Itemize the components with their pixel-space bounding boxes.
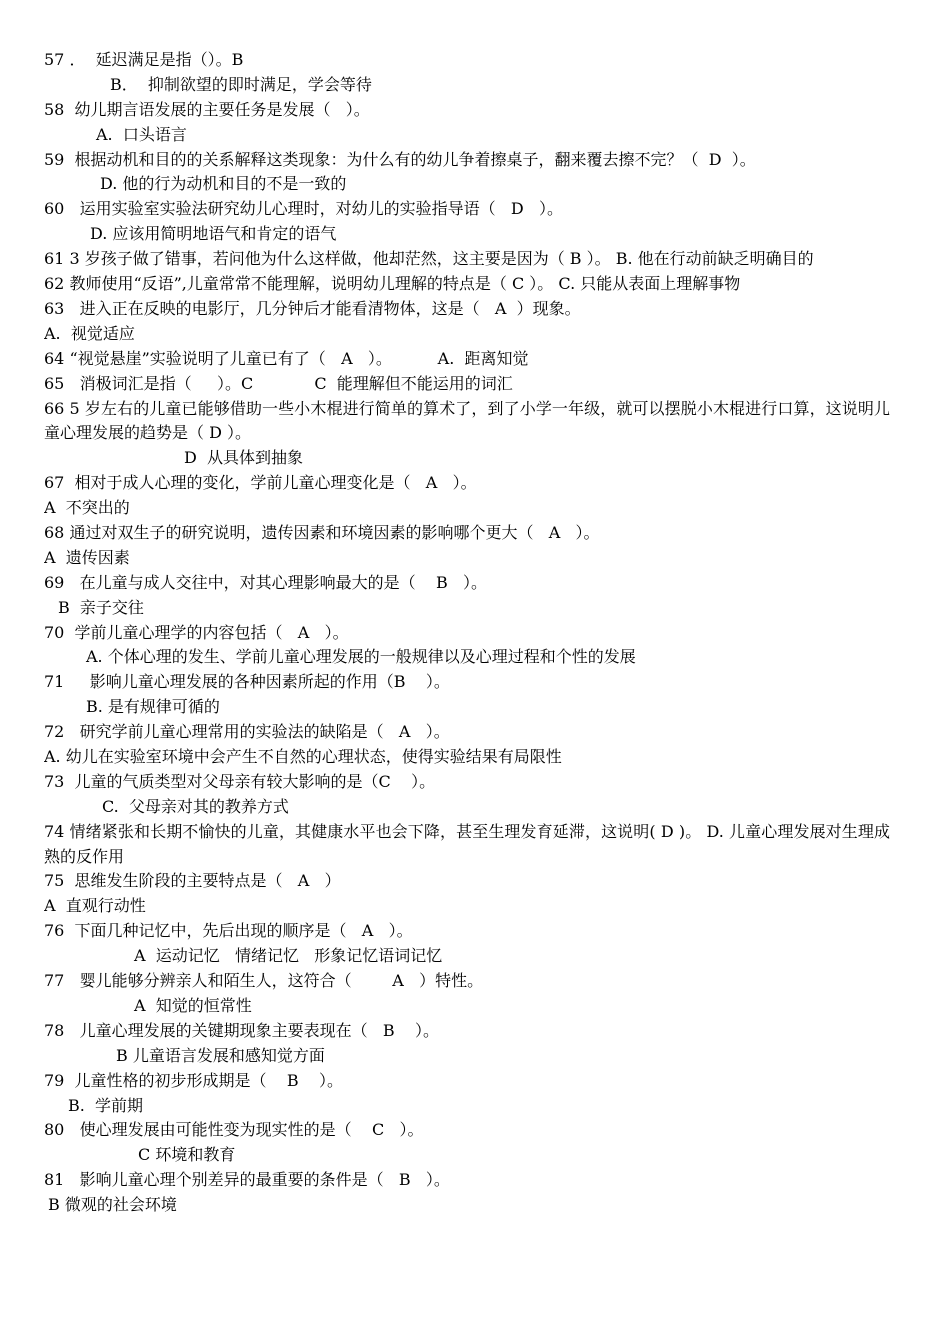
- answer-60: D. 应该用简明地语气和肯定的语气: [90, 224, 337, 244]
- question-60: 60 运用实验室实验法研究幼儿心理时，对幼儿的实验指导语（ D ）。: [44, 199, 563, 219]
- question-76: 76 下面几种记忆中，先后出现的顺序是（ A ）。: [44, 921, 413, 941]
- question-64: 64 “视觉悬崖”实验说明了儿童已有了（ A ）。 A. 距离知觉: [44, 348, 529, 368]
- question-77: 77 婴儿能够分辨亲人和陌生人，这符合（ A ）特性。: [44, 971, 484, 991]
- answer-76: A 运动记忆 情绪记忆 形象记忆语词记忆: [134, 946, 443, 966]
- answer-63: A. 视觉适应: [44, 323, 135, 343]
- answer-71: B. 是有规律可循的: [86, 697, 220, 717]
- answer-79: B. 学前期: [68, 1095, 144, 1115]
- question-61: 61 3 岁孩子做了错事，若问他为什么这样做，他却茫然，这主要是因为（ B ）。 B. 他在行动前缺乏明确目的: [44, 249, 814, 269]
- question-72: 72 研究学前儿童心理常用的实验法的缺陷是（ A ）。: [44, 722, 450, 742]
- question-78: 78 儿童心理发展的关键期现象主要表现在（ B ）。: [44, 1020, 439, 1040]
- question-58: 58 幼儿期言语发展的主要任务是发展（ ）。: [44, 99, 370, 119]
- answer-69: B 亲子交往: [58, 597, 144, 617]
- answer-66: D 从具体到抽象: [184, 448, 304, 468]
- question-57: 57 ． 延迟满足是指（）。B: [44, 50, 244, 69]
- question-65: 65 消极词汇是指（ ）。C C 能理解但不能运用的词汇: [44, 373, 513, 393]
- answer-72: A. 幼儿在实验室环境中会产生不自然的心理状态，使得实验结果有局限性: [44, 747, 562, 766]
- question-73: 73 儿童的气质类型对父母亲有较大影响的是（C ）。: [44, 771, 436, 791]
- answer-77: A 知觉的恒常性: [134, 995, 252, 1015]
- question-69: 69 在儿童与成人交往中，对其心理影响最大的是（ B ）。: [44, 572, 487, 592]
- question-80: 80 使心理发展由可能性变为现实性的是（ C ）。: [44, 1120, 424, 1140]
- question-62: 62 教师使用“反语”,儿童常常不能理解，说明幼儿理解的特点是（ C ）。 C. 只能从表面上理解事物: [44, 274, 741, 294]
- answer-67: A 不突出的: [44, 498, 130, 518]
- question-63: 63 进入正在反映的电影厅，几分钟后才能看清物体，这是（ A ）现象。: [44, 298, 581, 318]
- question-70: 70 学前儿童心理学的内容包括（ A ）。: [44, 622, 349, 642]
- answer-58: A. 口头语言: [96, 124, 187, 144]
- question-81: 81 影响儿童心理个别差异的最重要的条件是（ B ）。: [44, 1170, 450, 1190]
- answer-78: B 儿童语言发展和感知觉方面: [116, 1045, 325, 1065]
- question-66: 66 5 岁左右的儿童已能够借助一些小木棍进行简单的算术了，到了小学一年级，就可以摆脱小木棍进行口算，这说明儿童心理发展的趋势是（ D ）。: [44, 398, 890, 443]
- answer-57: B． 抑制欲望的即时满足，学会等待: [110, 74, 372, 94]
- question-75: 75 思维发生阶段的主要特点是（ A ）: [44, 871, 341, 891]
- answer-68: A 遗传因素: [44, 547, 130, 567]
- question-74: 74 情绪紧张和长期不愉快的儿童，其健康水平也会下降，甚至生理发育延滞，这说明( D )。 D. 儿童心理发展对生理成熟的反作用: [44, 821, 890, 866]
- answer-75: A 直观行动性: [44, 896, 146, 916]
- answer-81: B 微观的社会环境: [48, 1195, 177, 1215]
- answer-80: C 环境和教育: [138, 1145, 236, 1165]
- question-79: 79 儿童性格的初步形成期是（ B ）。: [44, 1070, 343, 1090]
- answer-70: A. 个体心理的发生、学前儿童心理发展的一般规律以及心理过程和个性的发展: [86, 647, 636, 667]
- answer-73: C. 父母亲对其的教养方式: [102, 796, 289, 816]
- question-68: 68 通过对双生子的研究说明，遗传因素和环境因素的影响哪个更大（ A ）。: [44, 522, 600, 542]
- question-67: 67 相对于成人心理的变化，学前儿童心理变化是（ A ）。: [44, 473, 477, 493]
- question-59: 59 根据动机和目的的关系解释这类现象：为什么有的幼儿争着擦桌子，翻来覆去擦不完？（ D ）。: [44, 149, 756, 169]
- question-71: 71 影响儿童心理发展的各种因素所起的作用（B ）。: [44, 672, 450, 692]
- answer-59: D. 他的行为动机和目的不是一致的: [100, 174, 347, 194]
